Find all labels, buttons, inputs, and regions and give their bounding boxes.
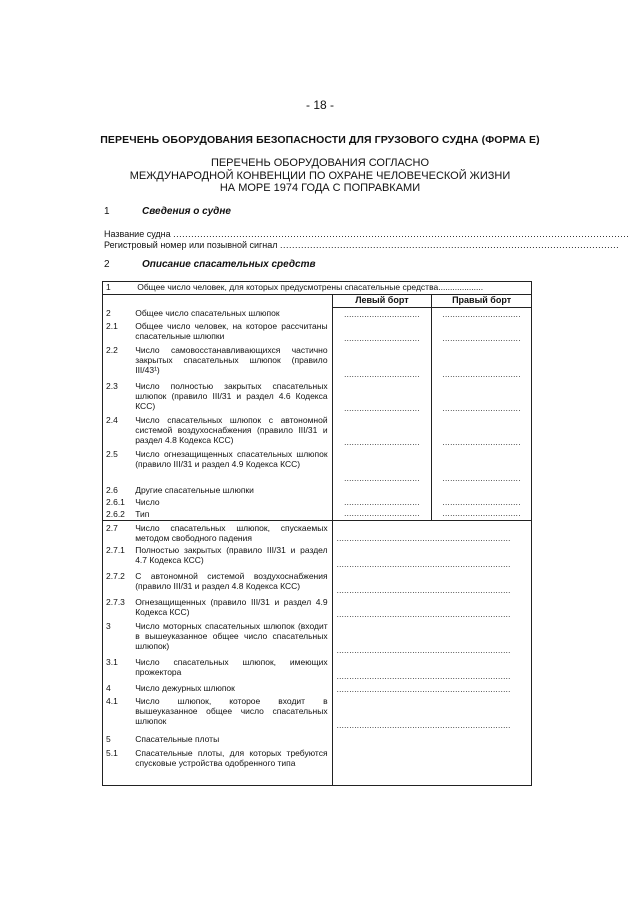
section1-title: Сведения о судне <box>142 206 231 217</box>
value-cell[interactable] <box>332 746 531 786</box>
left-value-cell[interactable] <box>332 449 432 485</box>
table-row <box>103 521 532 545</box>
value-dots: ............................... <box>442 509 521 518</box>
row-text: Число полностью закрытых спасательных шлюпок (правило III/31 и раздел 4.6 Кодекса КСС) <box>135 380 328 411</box>
ship-name-dots: ........................................................................................................................................................ <box>173 229 630 239</box>
table-row <box>103 497 532 509</box>
section2-number: 2 <box>104 259 110 270</box>
left-value-cell <box>332 485 432 497</box>
section2-title: Описание спасательных средств <box>142 259 316 270</box>
table-row <box>103 545 532 571</box>
value-dots: ............................... <box>442 437 521 447</box>
row-number: 5 <box>103 732 136 746</box>
value-dots: .............................. <box>344 333 420 343</box>
value-dots: .............................. <box>344 473 420 483</box>
row-text: Спасательные плоты <box>135 733 220 744</box>
ship-name-label: Название судна <box>104 229 171 239</box>
subtitle-line: ПЕРЕЧЕНЬ ОБОРУДОВАНИЯ СОГЛАСНО <box>210 157 430 169</box>
value-dots: .............................. <box>344 497 420 507</box>
table-row <box>103 621 532 657</box>
subtitle-line: НА МОРЕ 1974 ГОДА С ПОПРАВКАМИ <box>219 182 421 194</box>
right-value-cell[interactable] <box>432 345 532 381</box>
table-row <box>103 732 532 746</box>
row-text: Число шлюпок, которое входит в вышеуказанное общее число спасательных шлюпок <box>135 695 328 726</box>
row-text: Число спасательных шлюпок, имеющих прожектора <box>135 656 328 677</box>
left-side-header: Левый борт <box>332 295 432 308</box>
right-value-cell[interactable] <box>432 415 532 449</box>
row-text: Число спасательных шлюпок с автономной системой воздухоснабжения (правило III/31 и раздел 4.8 Кодекса КСС) <box>135 414 328 445</box>
table-row <box>103 657 532 683</box>
value-dots: ..................................................................... <box>336 609 511 619</box>
value-dots: ..................................................................... <box>336 671 511 681</box>
left-value-cell[interactable] <box>332 381 432 415</box>
row-number: 2.6.1 <box>103 497 136 509</box>
section1-number: 1 <box>104 206 110 217</box>
table-row <box>103 683 532 696</box>
row-number: 2.5 <box>103 449 136 485</box>
table-header-row <box>103 295 532 308</box>
value-dots: ..................................................................... <box>336 533 511 543</box>
row-text: Число дежурных шлюпок <box>135 682 235 693</box>
row-number: 2.3 <box>103 381 136 415</box>
row-number: 2.6.2 <box>103 509 136 521</box>
right-value-cell[interactable] <box>432 308 532 321</box>
row-number: 2.7.2 <box>103 571 136 597</box>
right-value-cell[interactable] <box>432 509 532 521</box>
call-sign-field[interactable] <box>104 240 620 250</box>
table-row <box>103 282 532 295</box>
row-number: 2 <box>103 308 136 321</box>
left-value-cell[interactable] <box>332 497 432 509</box>
row-number: 5.1 <box>103 746 136 786</box>
right-value-cell[interactable] <box>432 449 532 485</box>
value-dots: ............................... <box>442 309 521 319</box>
total-persons-row[interactable] <box>135 282 531 295</box>
right-side-header: Правый борт <box>432 295 532 308</box>
value-cell[interactable] <box>332 545 531 571</box>
value-dots: ............................... <box>442 497 521 507</box>
table-row <box>103 415 532 449</box>
value-dots: ..................................................................... <box>336 645 511 655</box>
value-dots: ..................................................................... <box>336 585 511 595</box>
row-number: 2.2 <box>103 345 136 381</box>
value-dots: .............................. <box>344 437 420 447</box>
lifesaving-table <box>102 281 532 786</box>
row-text: Другие спасательные шлюпки <box>135 484 254 495</box>
table-row <box>103 696 532 732</box>
row-text: Полностью закрытых (правило III/31 и раздел 4.7 Кодекса КСС) <box>135 544 328 565</box>
value-dots: ..................................................................... <box>336 720 511 730</box>
value-cell[interactable] <box>332 696 531 732</box>
value-cell[interactable] <box>332 521 531 545</box>
ship-name-field[interactable] <box>104 229 630 239</box>
value-dots: ............................... <box>442 369 521 379</box>
value-dots: ............................... <box>442 403 521 413</box>
page-number: - 18 - <box>305 98 334 112</box>
row-text: Число <box>135 496 160 507</box>
row-text: Общее число человек, на которое рассчитаны спасательные шлюпки <box>135 320 328 341</box>
row-text: С автономной системой воздухоснабжения (правило III/31 и раздел 4.8 Кодекса КСС) <box>135 570 328 591</box>
row-number: 2.7 <box>103 521 136 545</box>
value-cell[interactable] <box>332 683 531 696</box>
value-cell[interactable] <box>332 621 531 657</box>
row-number: 3 <box>103 621 136 657</box>
right-value-cell[interactable] <box>432 497 532 509</box>
row-text: Общее число человек, для которых предусмотрены спасательные средства <box>137 282 439 292</box>
table-row <box>103 485 532 497</box>
row-text: Огнезащищенных (правило III/31 и раздел 4.9 Кодекса КСС) <box>135 596 328 617</box>
value-dots: .............................. <box>344 369 420 379</box>
value-cell[interactable] <box>332 657 531 683</box>
row-number: 3.1 <box>103 657 136 683</box>
table-row <box>103 321 532 345</box>
subtitle <box>0 157 640 195</box>
left-value-cell[interactable] <box>332 509 432 521</box>
table-row <box>103 449 532 485</box>
row-text: Общее число спасательных шлюпок <box>135 307 280 318</box>
value-dots: .............................. <box>344 509 420 518</box>
left-value-cell[interactable] <box>332 415 432 449</box>
row-number: 4.1 <box>103 696 136 732</box>
value-cell[interactable] <box>332 571 531 597</box>
table-row <box>103 571 532 597</box>
row-number: 1 <box>103 282 136 295</box>
row-text: Число огнезащищенных спасательных шлюпок (правило III/31 и раздел 4.9 Кодекса КСС) <box>135 448 328 469</box>
value-dots <box>333 784 531 785</box>
value-dots: .............................. <box>344 403 420 413</box>
row-number: 2.7.3 <box>103 597 136 621</box>
row-number: 2.7.1 <box>103 545 136 571</box>
value-dots: ............................... <box>442 333 521 343</box>
value-dots: ............................... <box>442 473 521 483</box>
call-sign-dots: ................................................................................................................. <box>280 240 620 250</box>
table-row <box>103 308 532 321</box>
row-number: 2.1 <box>103 321 136 345</box>
table-row <box>103 597 532 621</box>
subtitle-line: МЕЖДУНАРОДНОЙ КОНВЕНЦИИ ПО ОХРАНЕ ЧЕЛОВЕЧЕСКОЙ ЖИЗНИ <box>129 169 511 182</box>
row-text: Число моторных спасательных шлюпок (входит в вышеуказанное общее число спасательных шлюпок) <box>135 620 328 651</box>
right-value-cell <box>432 485 532 497</box>
value-cell[interactable] <box>332 597 531 621</box>
row-number: 4 <box>103 683 136 696</box>
left-value-cell[interactable] <box>332 345 432 381</box>
table-row <box>103 381 532 415</box>
table-row <box>103 746 532 786</box>
table-row <box>103 509 532 521</box>
table-row <box>103 345 532 381</box>
row-text: Тип <box>135 509 332 521</box>
value-dots: ..................................................................... <box>336 684 511 694</box>
value-cell <box>332 732 531 746</box>
left-value-cell[interactable] <box>332 321 432 345</box>
row-number: 2.4 <box>103 415 136 449</box>
value-dots: .............................. <box>344 309 420 319</box>
row-dots: ................... <box>438 282 484 292</box>
right-value-cell[interactable] <box>432 321 532 345</box>
row-text: Спасательные плоты, для которых требуются спусковые устройства одобренного типа <box>135 746 332 786</box>
main-title: ПЕРЕЧЕНЬ ОБОРУДОВАНИЯ БЕЗОПАСНОСТИ ДЛЯ ГРУЗОВОГО СУДНА (ФОРМА Е) <box>100 134 540 146</box>
call-sign-label: Регистровый номер или позывной сигнал <box>104 240 278 250</box>
right-value-cell[interactable] <box>432 381 532 415</box>
value-dots: ..................................................................... <box>336 559 511 569</box>
row-text: Число самовосстанавливающихся частично закрытых спасательных шлюпок (правило III/43¹) <box>135 344 328 375</box>
row-text: Число спасательных шлюпок, спускаемых методом свободного падения <box>135 523 328 543</box>
left-value-cell[interactable] <box>332 308 432 321</box>
row-number: 2.6 <box>103 485 136 497</box>
